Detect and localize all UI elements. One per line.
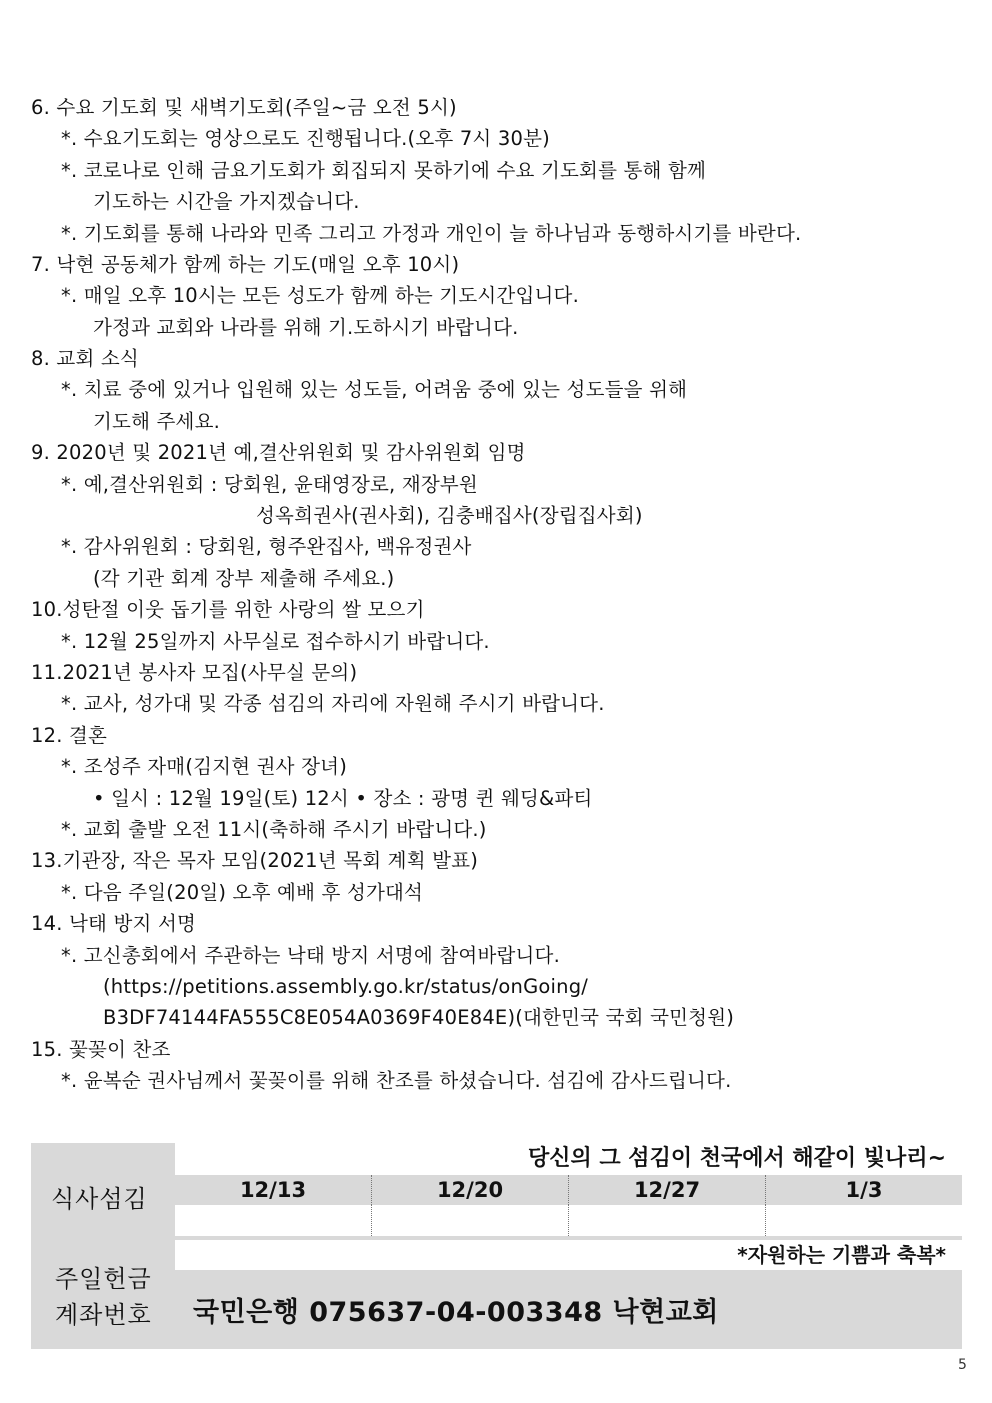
item-7-heading: 7. 낙현 공동체가 함께 하는 기도(매일 오후 10시): [31, 253, 460, 276]
date-cell: 12/27: [568, 1175, 765, 1205]
item-8-detail-1: *. 치료 중에 있거나 입원해 있는 성도들, 어려움 중에 있는 성도들을 위해: [61, 378, 688, 401]
offering-note: *자원하는 기쁨과 축복*: [175, 1240, 962, 1270]
item-10-detail-1: *. 12월 25일까지 사무실로 접수하시기 바랍니다.: [61, 630, 490, 653]
item-14-detail-1: *. 고신총회에서 주관하는 낙태 방지 서명에 참여바랍니다.: [61, 944, 560, 967]
item-11-heading: 11.2021년 봉사자 모집(사무실 문의): [31, 661, 358, 684]
service-table-title: 당신의 그 섬김이 천국에서 해같이 빛나리~: [175, 1143, 962, 1175]
item-12-detail-2: • 일시 : 12월 19일(토) 12시 • 장소 : 광명 퀸 웨딩&파티: [93, 787, 593, 810]
page-number: 5: [958, 1357, 967, 1373]
item-6-detail-2: *. 코로나로 인해 금요기도회가 회집되지 못하기에 수요 기도회를 통해 함께: [61, 159, 707, 182]
item-9-detail-2-cont: (각 기관 회계 장부 제출해 주세요.): [93, 567, 395, 590]
item-12-detail-3: *. 교회 출발 오전 11시(축하해 주시기 바랍니다.): [61, 818, 487, 841]
item-15-detail-1: *. 윤복순 권사님께서 꽃꽂이를 위해 찬조를 하셨습니다. 섬김에 감사드립니다.: [61, 1069, 732, 1092]
account-label: 계좌번호: [55, 1301, 152, 1329]
name-cell: [765, 1205, 962, 1236]
offering-label: 주일헌금: [55, 1265, 152, 1293]
meal-service-name-row: [175, 1205, 962, 1236]
item-6-heading: 6. 수요 기도회 및 새벽기도회(주일~금 오전 5시): [31, 96, 457, 119]
name-cell: [175, 1205, 371, 1236]
name-cell: [371, 1205, 568, 1236]
bank-account: 국민은행 075637-04-003348 낙현교회: [193, 1297, 719, 1328]
meal-service-label: 식사섬김: [51, 1185, 148, 1213]
petition-url-line-2: B3DF74144FA555C8E054A0369F40E84E)(대한민국 국회 국민청원): [103, 1006, 735, 1029]
date-header-row: [175, 1175, 962, 1205]
item-12-heading: 12. 결혼: [31, 724, 108, 747]
item-8-heading: 8. 교회 소식: [31, 347, 139, 370]
date-cell: 12/20: [371, 1175, 568, 1205]
item-9-detail-2: *. 감사위원회 : 당회원, 형주완집사, 백유정권사: [61, 535, 472, 558]
item-7-detail-1-cont: 가정과 교회와 나라를 위해 기.도하시기 바랍니다.: [93, 316, 519, 339]
name-cell: [568, 1205, 765, 1236]
date-cell: 1/3: [765, 1175, 962, 1205]
item-9-detail-1: *. 예,결산위원회 : 당회원, 윤태영장로, 재장부원: [61, 473, 478, 496]
item-13-detail-1: *. 다음 주일(20일) 오후 예배 후 성가대석: [61, 881, 424, 904]
item-6-detail-2-cont: 기도하는 시간을 가지겠습니다.: [93, 190, 360, 213]
item-6-detail-3: *. 기도회를 통해 나라와 민족 그리고 가정과 개인이 늘 하나님과 동행하시기를 바란다.: [61, 222, 802, 245]
item-11-detail-1: *. 교사, 성가대 및 각종 섬김의 자리에 자원해 주시기 바랍니다.: [61, 692, 605, 715]
item-9-heading: 9. 2020년 및 2021년 예,결산위원회 및 감사위원회 임명: [31, 441, 526, 464]
item-14-heading: 14. 낙태 방지 서명: [31, 912, 197, 935]
service-table: [31, 1143, 962, 1349]
item-9-detail-1-cont: 성옥희권사(권사회), 김충배집사(장립집사회): [256, 504, 643, 527]
item-12-detail-1: *. 조성주 자매(김지현 권사 장녀): [61, 755, 348, 778]
petition-url-line-1: (https://petitions.assembly.go.kr/status/onGoing/: [103, 975, 589, 998]
item-13-heading: 13.기관장, 작은 목자 모임(2021년 목회 계획 발표): [31, 849, 479, 872]
item-7-detail-1: *. 매일 오후 10시는 모든 성도가 함께 하는 기도시간입니다.: [61, 284, 579, 307]
item-10-heading: 10.성탄절 이웃 돕기를 위한 사랑의 쌀 모으기: [31, 598, 425, 621]
item-8-detail-1-cont: 기도해 주세요.: [93, 410, 221, 433]
item-15-heading: 15. 꽃꽂이 찬조: [31, 1038, 171, 1061]
item-6-detail-1: *. 수요기도회는 영상으로도 진행됩니다.(오후 7시 30분): [61, 127, 550, 150]
date-cell: 12/13: [239, 1178, 307, 1202]
